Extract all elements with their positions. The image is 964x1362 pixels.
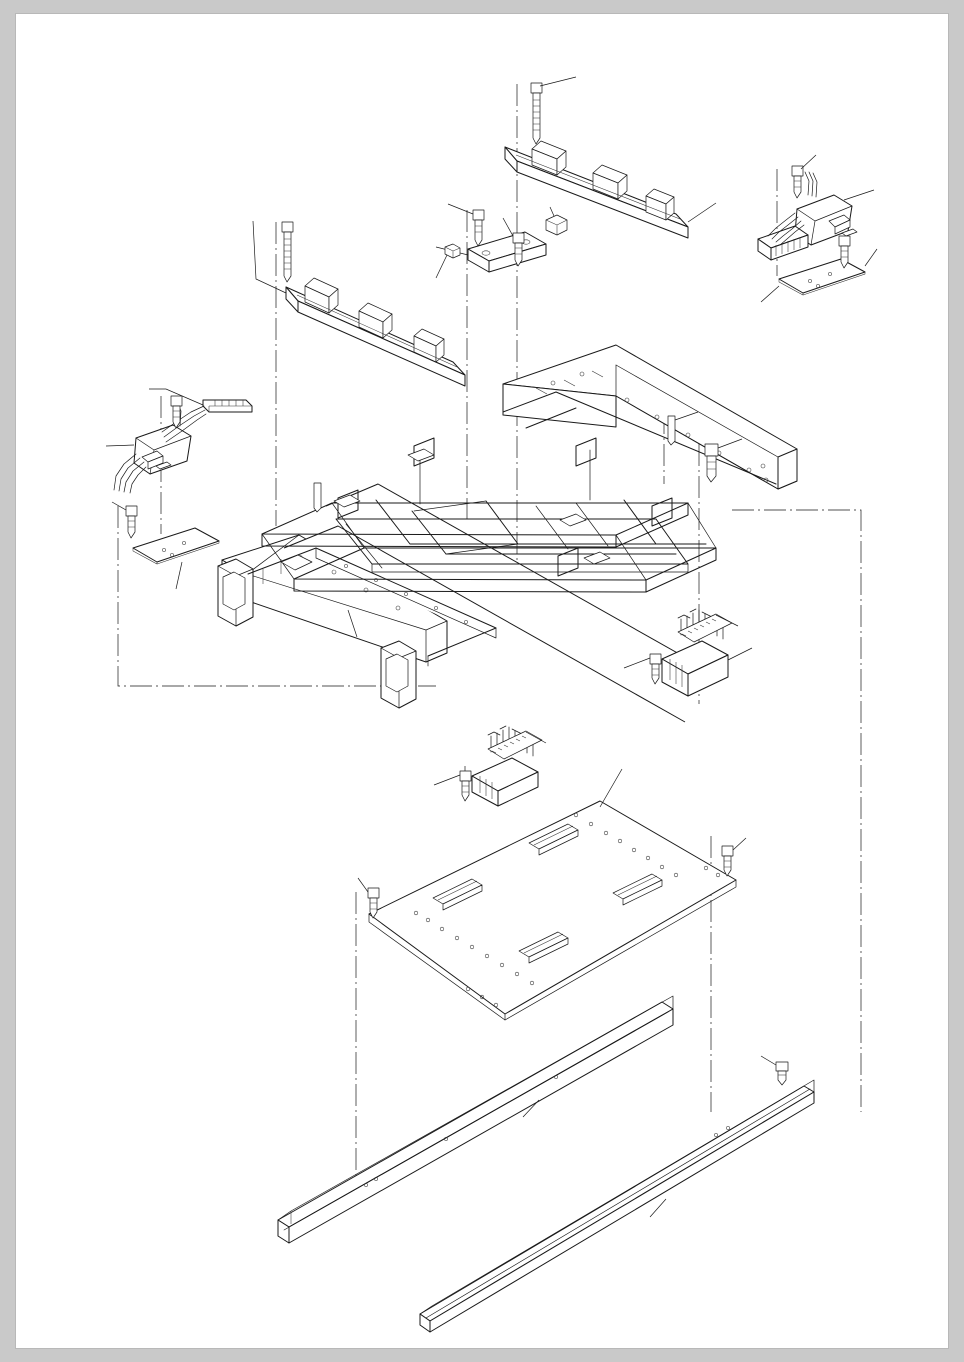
fastener-screw bbox=[282, 222, 293, 282]
fastener-screw bbox=[722, 838, 746, 876]
drawing-sheet bbox=[16, 14, 948, 1348]
exploded-assembly-diagram bbox=[16, 14, 948, 1348]
fastener-nut bbox=[546, 207, 567, 235]
fastener-screw bbox=[358, 878, 379, 918]
terminal-block-upper bbox=[662, 609, 752, 696]
fastener-screw bbox=[434, 771, 471, 801]
wiring-harness-right bbox=[758, 172, 874, 260]
fastener-screw bbox=[112, 502, 137, 538]
terminal-block-lower bbox=[472, 726, 546, 806]
mounting-plate-left bbox=[133, 528, 219, 589]
fastener-screw bbox=[531, 77, 576, 144]
fastener-screw bbox=[761, 1056, 788, 1085]
base-plate bbox=[369, 769, 736, 1020]
fastener-spacer bbox=[436, 244, 460, 278]
fastener-screw bbox=[448, 204, 484, 246]
sensor-rail-upper-right bbox=[505, 141, 716, 238]
dowel-pin bbox=[314, 483, 321, 512]
fastener-screw bbox=[624, 654, 661, 684]
